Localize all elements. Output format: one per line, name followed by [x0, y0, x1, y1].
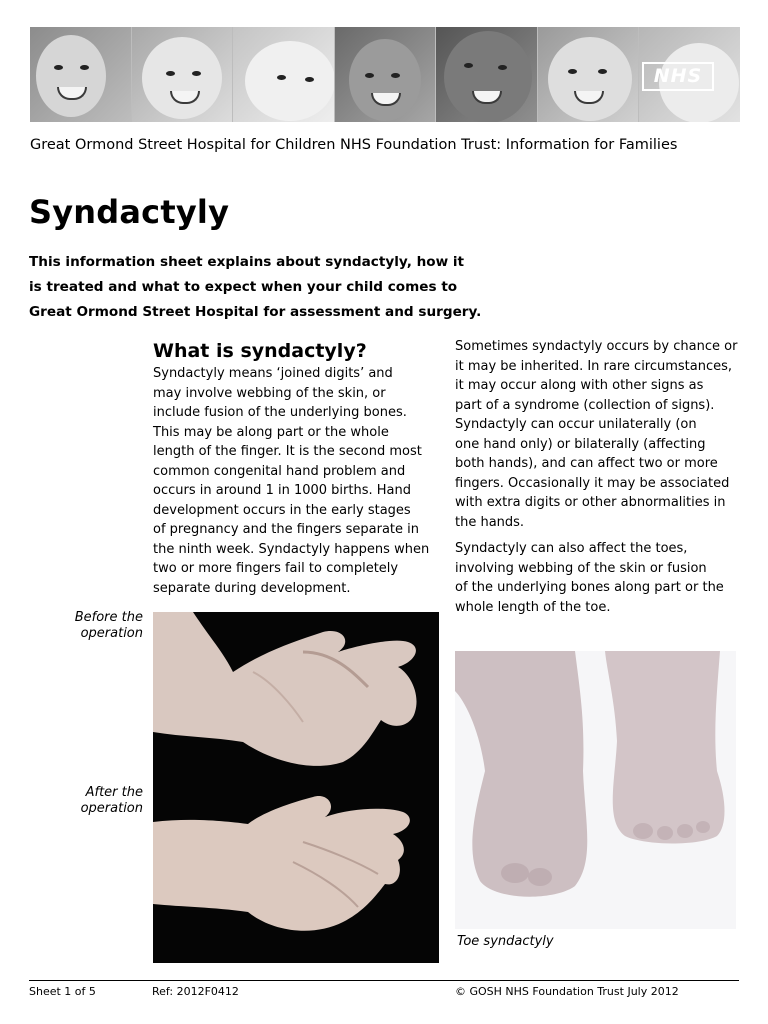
footer-copyright: © GOSH NHS Foundation Trust July 2012	[455, 985, 679, 998]
text-line: one hand only) or bilaterally (affecting	[455, 436, 706, 452]
banner-photo	[538, 27, 640, 122]
toes-photo-illustration	[455, 651, 736, 929]
section-heading: What is syndactyly?	[153, 340, 367, 362]
trust-name-line: Great Ormond Street Hospital for Children NHS Foundation Trust: Information for Families	[30, 137, 678, 153]
text-line: Syndactyly means ‘joined digits’ and	[153, 366, 393, 381]
caption-toe-syndactyly: Toe syndactyly	[457, 934, 554, 949]
text-line: the hands.	[455, 514, 525, 530]
footer-reference: Ref: 2012F0412	[152, 985, 239, 998]
banner-photo	[30, 27, 132, 122]
footer-divider	[29, 980, 739, 981]
caption-before-operation	[40, 610, 143, 642]
text-line: part of a syndrome (collection of signs).	[455, 397, 715, 413]
banner-photo	[335, 27, 437, 122]
text-line: include fusion of the underlying bones.	[153, 405, 407, 420]
intro-line: This information sheet explains about syndactyly, how it	[29, 254, 465, 270]
text-line: may involve webbing of the skin, or	[153, 385, 386, 401]
banner-photo	[436, 27, 538, 122]
hands-photo	[153, 612, 439, 963]
text-line: whole length of the toe.	[455, 599, 611, 615]
text-line: This may be along part or the whole	[153, 424, 389, 440]
text-line: occurs in around 1 in 1000 births. Hand	[153, 483, 411, 498]
banner-photo	[132, 27, 234, 122]
caption-line: Before the	[74, 610, 143, 625]
text-line: of the underlying bones along part or the	[455, 580, 724, 595]
body-paragraph-left	[153, 364, 443, 598]
text-line: the ninth week. Syndactyly happens when	[153, 541, 430, 557]
caption-after-operation	[40, 785, 143, 817]
caption-line: After the	[85, 785, 143, 800]
text-line: Syndactyly can occur unilaterally (on	[455, 417, 697, 432]
toes-photo	[455, 651, 736, 929]
text-line: Sometimes syndactyly occurs by chance or	[455, 339, 738, 354]
caption-line: operation	[80, 626, 143, 641]
header-photo-banner	[30, 27, 740, 122]
body-paragraph-right-1	[455, 337, 745, 532]
nhs-logo: NHS	[642, 62, 714, 91]
text-line: separate during development.	[153, 580, 351, 596]
text-line: development occurs in the early stages	[153, 502, 411, 518]
text-line: common congenital hand problem and	[153, 463, 406, 479]
body-paragraph-right-2	[455, 539, 745, 617]
text-line: both hands), and can affect two or more	[455, 456, 718, 471]
text-line: fingers. Occasionally it may be associated	[455, 475, 730, 491]
text-line: involving webbing of the skin or fusion	[455, 560, 707, 576]
caption-line: operation	[80, 801, 143, 816]
text-line: length of the finger. It is the second most	[153, 444, 422, 459]
intro-line: Great Ormond Street Hospital for assessment and surgery.	[29, 304, 482, 320]
intro-line: is treated and what to expect when your child comes to	[29, 279, 458, 295]
text-line: it may be inherited. In rare circumstances,	[455, 358, 733, 374]
banner-photo	[233, 27, 335, 122]
text-line: with extra digits or other abnormalities in	[455, 495, 726, 510]
page-title: Syndactyly	[29, 193, 230, 231]
text-line: it may occur along with other signs as	[455, 378, 704, 393]
text-line: of pregnancy and the fingers separate in	[153, 522, 420, 537]
text-line: Syndactyly can also affect the toes,	[455, 541, 688, 556]
footer-sheet-number: Sheet 1 of 5	[29, 985, 96, 998]
text-line: two or more fingers fail to completely	[153, 561, 399, 576]
intro-paragraph	[29, 250, 509, 325]
hands-photo-illustration	[153, 612, 439, 963]
